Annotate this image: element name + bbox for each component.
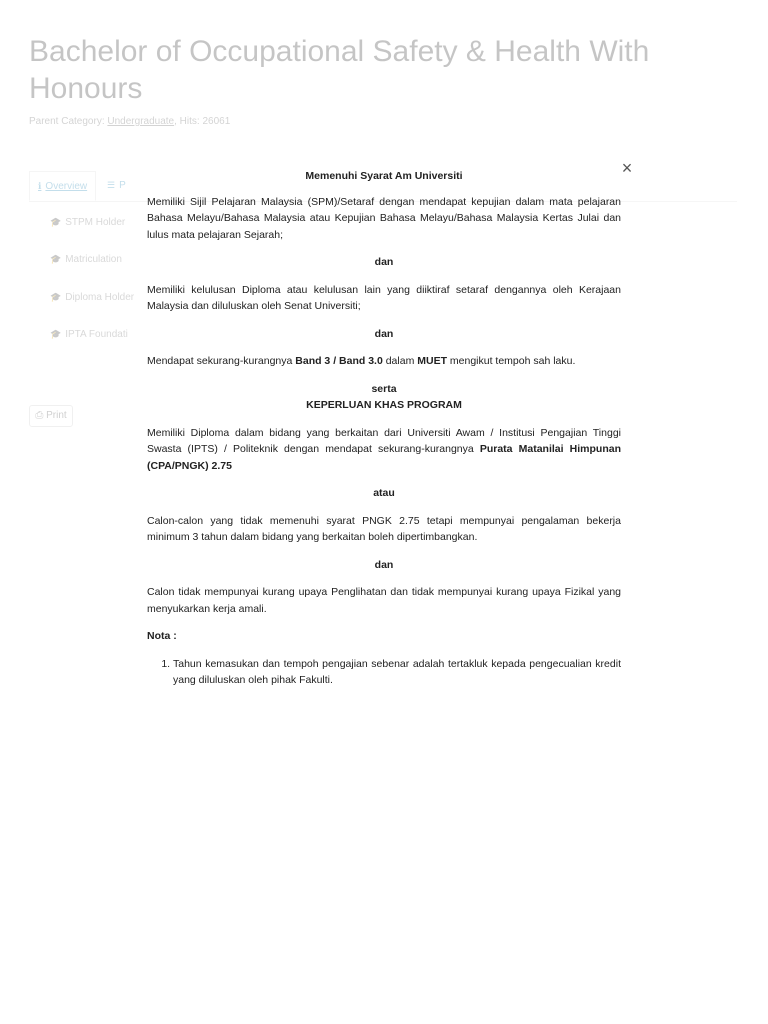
tab-overview[interactable] <box>29 171 96 201</box>
graduation-cap-icon: 🎓 <box>50 217 62 227</box>
nota-label: Nota : <box>147 630 177 642</box>
graduation-cap-icon: 🎓 <box>50 292 62 302</box>
print-button[interactable] <box>29 405 73 427</box>
requirement-muet: Mendapat sekurang-kurangnya Band 3 / Band 3.0 dalam MUET mengikut tempoh sah laku. <box>147 355 576 367</box>
connector-dan: dan <box>374 327 394 340</box>
muet-band: Band 3 / Band 3.0 <box>295 355 383 367</box>
tab-programme[interactable] <box>99 171 134 199</box>
parent-category-link[interactable]: Undergraduate <box>107 116 175 127</box>
modal-content <box>147 168 621 689</box>
cgpa-value: Purata Matanilai Himpunan (CPA/PNGK) 2.75 <box>147 443 621 472</box>
sidebar-item-label: IPTA Foundati <box>65 329 128 340</box>
sidebar-item-label: Matriculation <box>65 254 122 265</box>
printer-icon: ⎙ <box>35 410 44 421</box>
connector-atau: atau <box>373 487 395 499</box>
section-title-khas: KEPERLUAN KHAS PROGRAM <box>306 399 462 411</box>
requirement-cgpa: Memiliki Diploma dalam bidang yang berkaitan dari Universiti Awam / Institusi Pengajian Tinggi Swasta (IPTS) / Politeknik dengan mendapat sekurang-kurangnya Purata Matanilai Himpunan (CPA/PNGK) 2.75 <box>147 426 621 472</box>
sidebar-item-label: Diploma Holder <box>65 292 135 303</box>
muet-label: MUET <box>417 355 447 367</box>
requirement-disability: Calon tidak mempunyai kurang upaya Penglihatan dan tidak mempunyai kurang upaya Fizikal yang menyukarkan kerja amali. <box>147 586 621 615</box>
requirement-spm: Memiliki Sijil Pelajaran Malaysia (SPM)/Setaraf dengan mendapat kepujian dalam mata pelajaran Bahasa Melayu/Bahasa Malaysia atau Kepujian Bahasa Melayu/Bahasa Malaysia Kertas Julai dan lulus mata pelajaran Sejarah; <box>147 195 621 241</box>
sidebar-item-matriculation[interactable] <box>50 254 122 265</box>
connector-dan: dan <box>374 558 394 571</box>
info-icon: ℹ <box>38 181 42 191</box>
page-title: Bachelor of Occupational Safety & Health With Honours <box>29 35 650 105</box>
requirement-diploma: Memiliki kelulusan Diploma atau kelulusan lain yang diiktiraf setaraf dengannya oleh Kerajaan Malaysia dan diluluskan oleh Senat Universiti; <box>147 283 621 312</box>
sidebar-item-stpm[interactable] <box>50 217 125 228</box>
sidebar-item-diploma[interactable] <box>50 292 134 303</box>
list-icon: ☰ <box>107 180 116 190</box>
close-icon[interactable]: × <box>621 158 633 178</box>
graduation-cap-icon: 🎓 <box>50 254 62 264</box>
graduation-cap-icon: 🎓 <box>50 329 62 339</box>
parent-category-label: Parent Category: <box>29 116 105 127</box>
tab-programme-label: P <box>119 180 126 191</box>
hits-count: Hits: 26061 <box>179 116 231 127</box>
print-label: Print <box>46 410 67 421</box>
requirement-experience: Calon-calon yang tidak memenuhi syarat PNGK 2.75 tetapi mempunyai pengalaman bekerja minimum 3 tahun dalam bidang yang berkaitan boleh dipertimbangkan. <box>147 514 621 543</box>
sidebar-item-label: STPM Holder <box>65 217 126 228</box>
connector-dan: dan <box>374 256 394 268</box>
nota-list <box>147 656 621 689</box>
article-meta: Parent Category: Undergraduate, Hits: 26061 <box>29 116 231 127</box>
modal-title: Memenuhi Syarat Am Universiti <box>305 170 463 182</box>
sidebar-item-ipta-foundation[interactable] <box>50 329 128 340</box>
connector-serta: serta <box>371 382 397 395</box>
tab-overview-label: Overview <box>45 181 88 192</box>
list-item: 1. Tahun kemasukan dan tempoh pengajian sebenar adalah tertakluk kepada pengecualian kredit yang diluluskan oleh pihak Fakulti. <box>173 656 621 689</box>
